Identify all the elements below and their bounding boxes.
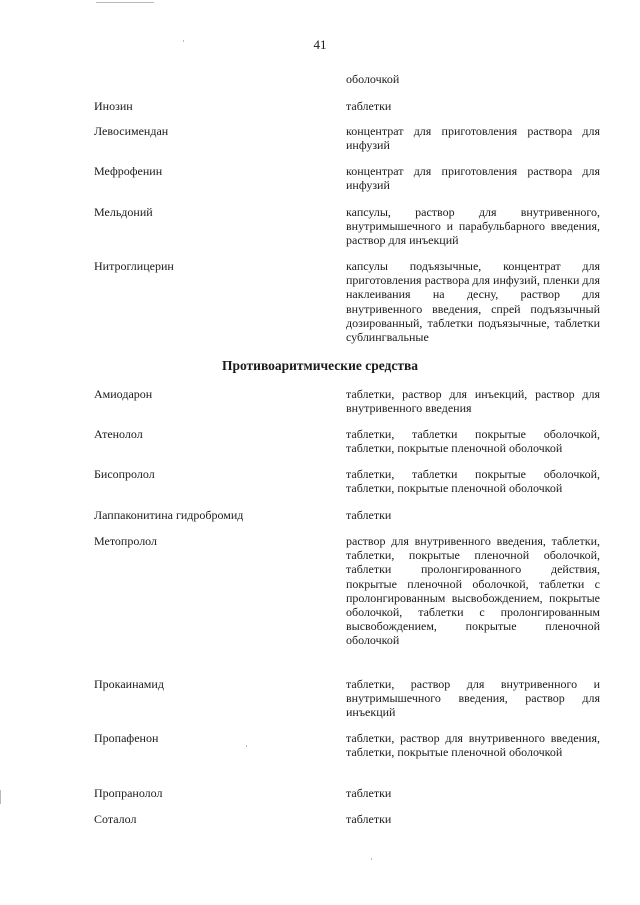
scan-artifact <box>371 858 372 860</box>
drug-name: Бисопролол <box>94 467 155 481</box>
drug-name: Атенолол <box>94 427 143 441</box>
scan-artifact <box>96 2 154 3</box>
section-heading: Противоаритмические средства <box>221 358 419 373</box>
drug-form: таблетки <box>346 508 392 522</box>
drug-name: Пропранолол <box>94 786 163 800</box>
drug-name: Инозин <box>94 99 133 113</box>
drug-form: таблетки, раствор для инъекций, раствор для внутривенного введения <box>346 387 600 416</box>
drug-form: концентрат для приготовления раствора для инфузий <box>346 124 600 153</box>
drug-name: Прокаинамид <box>94 677 164 691</box>
drug-name: Метопролол <box>94 534 158 548</box>
drug-form: таблетки <box>346 99 392 113</box>
scan-artifact <box>183 40 184 42</box>
drug-form: капсулы, раствор для внутривенного, внутримышечного и парабульбарного введения, раствор для инъекций <box>346 205 600 248</box>
drug-form: капсулы подъязычные, концентрат для приготовления раствора для инфузий, пленки для наклеивания на десну, раствор для внутривенного введения, спрей подъязычный дозированный, таблетки подъязычные, таблетки сублингвальные <box>346 259 600 345</box>
drug-form: оболочкой <box>346 72 400 86</box>
scan-artifact <box>246 745 247 747</box>
drug-name: Левосимендан <box>94 124 169 138</box>
page-number: 41 <box>313 37 327 52</box>
drug-form: концентрат для приготовления раствора для инфузий <box>346 164 600 193</box>
drug-form: таблетки, раствор для внутривенного и внутримышечного введения, раствор для инъекций <box>346 677 600 720</box>
drug-form: таблетки <box>346 812 392 826</box>
drug-form: таблетки, раствор для внутривенного введения, таблетки, покрытые пленочной оболочкой <box>346 731 600 760</box>
drug-form: таблетки <box>346 786 392 800</box>
drug-name: Соталол <box>94 812 137 826</box>
drug-name: Лаппаконитина гидробромид <box>94 508 244 522</box>
drug-name: Амиодарон <box>94 387 153 401</box>
drug-form: раствор для внутривенного введения, таблетки, таблетки, покрытые пленочной оболочкой, таблетки пролонгированного действия, покрытые пленочной оболочкой, таблетки с пролонгированным высвобождением, покрытые оболочкой, таблетки с пролонгированным высвобождением, покрытые пленочной оболочкой <box>346 534 600 648</box>
drug-name: Мефрофенин <box>94 164 163 178</box>
drug-form: таблетки, таблетки покрытые оболочкой, таблетки, покрытые пленочной оболочкой <box>346 427 600 456</box>
drug-name: Пропафенон <box>94 731 159 745</box>
scan-artifact <box>0 790 1 804</box>
drug-name: Нитроглицерин <box>94 259 174 273</box>
drug-name: Мельдоний <box>94 205 153 219</box>
drug-form: таблетки, таблетки покрытые оболочкой, таблетки, покрытые пленочной оболочкой <box>346 467 600 496</box>
